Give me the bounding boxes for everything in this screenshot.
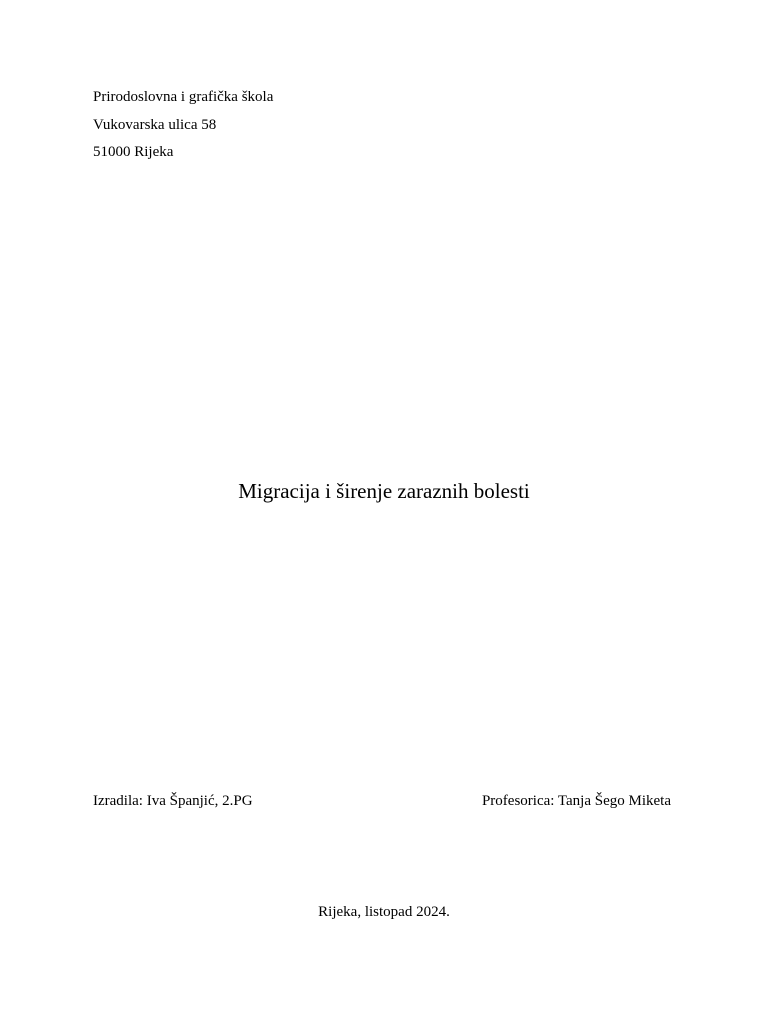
place-and-date: Rijeka, listopad 2024. [318, 904, 450, 920]
document-title: Migracija i širenje zaraznih bolesti [238, 479, 530, 503]
school-postal-city: 51000 Rijeka [93, 144, 174, 160]
professor-line: Profesorica: Tanja Šego Miketa [481, 793, 671, 809]
school-name: Prirodoslovna i grafička škola [93, 89, 274, 105]
school-street-address: Vukovarska ulica 58 [93, 117, 217, 133]
author-line: Izradila: Iva Španjić, 2.PG [93, 793, 253, 809]
